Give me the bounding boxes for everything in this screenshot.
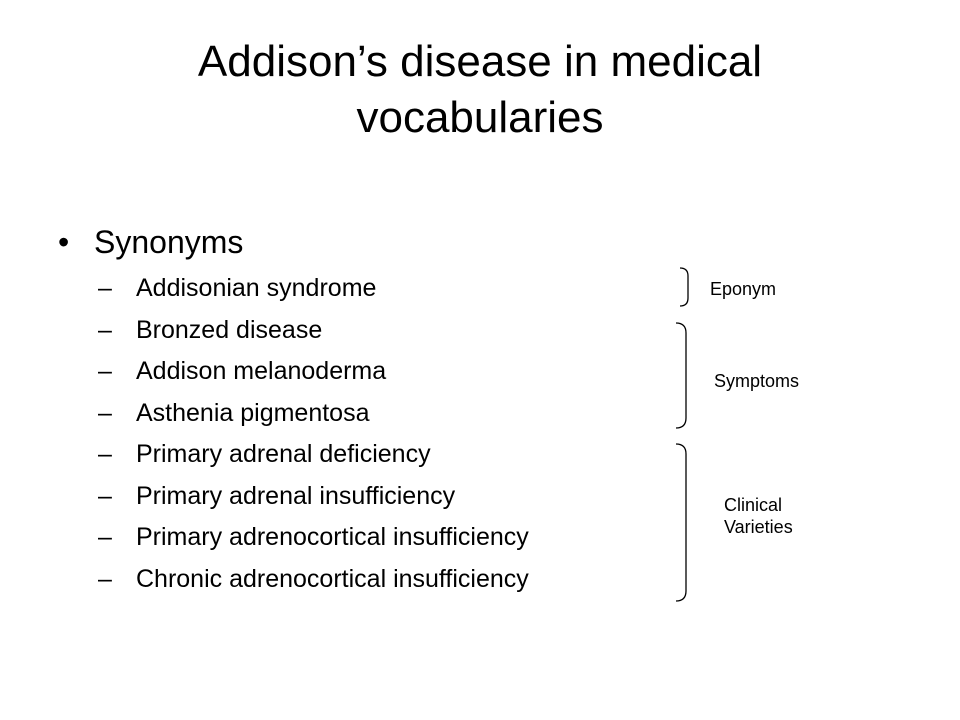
clinical-label-line-2: Varieties <box>724 517 793 537</box>
dash-marker: – <box>98 564 112 593</box>
title-line-1: Addison’s disease in medical <box>197 37 763 86</box>
eponym-bracket <box>680 268 688 306</box>
synonym-text: Primary adrenocortical insufficiency <box>136 523 529 551</box>
clinical-bracket <box>676 444 686 601</box>
dash-marker: – <box>98 440 112 468</box>
dash-marker: – <box>98 481 112 510</box>
synonym-text: Addison melanoderma <box>136 357 387 385</box>
synonym-text: Addisonian syndrome <box>136 274 377 302</box>
symptoms-label: Symptoms <box>714 371 800 391</box>
synonym-text: Chronic adrenocortical insufficiency <box>136 564 529 593</box>
synonym-text: Primary adrenal deficiency <box>136 440 431 468</box>
title-line-2: vocabularies <box>356 93 604 142</box>
synonym-text: Primary adrenal insufficiency <box>136 481 456 510</box>
synonym-text: Asthenia pigmentosa <box>136 398 370 427</box>
synonym-text: Bronzed disease <box>136 315 323 344</box>
symptoms-bracket <box>676 323 686 428</box>
dash-marker: – <box>98 315 112 344</box>
synonyms-heading: Synonyms <box>94 224 244 260</box>
clinical-varieties-label <box>724 494 793 538</box>
dash-marker: – <box>98 523 112 551</box>
dash-marker: – <box>98 357 112 385</box>
eponym-label: Eponym <box>710 279 777 299</box>
clinical-label-line-1: Clinical <box>724 495 783 515</box>
dash-marker: – <box>98 398 112 427</box>
dash-marker: – <box>98 274 112 302</box>
bullet-icon: • <box>58 224 70 260</box>
